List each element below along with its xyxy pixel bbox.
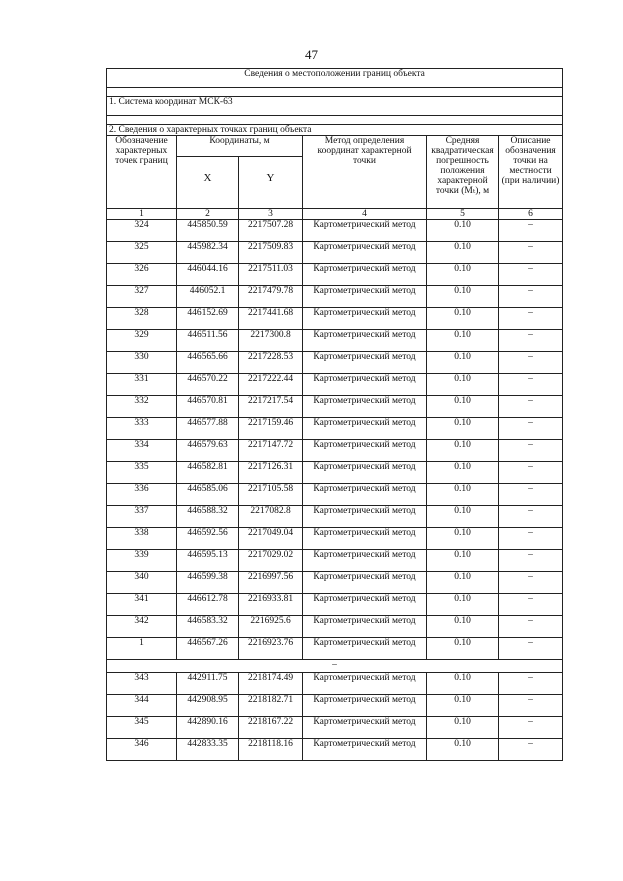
- method: Картометрический метод: [303, 440, 427, 462]
- coordinate-system-row: [107, 97, 563, 116]
- description: –: [499, 673, 563, 695]
- column-number: 4: [303, 209, 427, 220]
- coord-y: 2217126.31: [239, 462, 303, 484]
- table-row: [107, 264, 563, 286]
- header-method: Метод определения координат характерной точки: [303, 136, 427, 209]
- coord-y: 2216923.76: [239, 638, 303, 660]
- point-id: 327: [107, 286, 177, 308]
- table-row: [107, 484, 563, 506]
- gap-row: [107, 116, 563, 125]
- coord-x: 446570.81: [177, 396, 239, 418]
- method: Картометрический метод: [303, 616, 427, 638]
- header-x: X: [177, 157, 239, 209]
- accuracy: 0.10: [427, 717, 499, 739]
- description: –: [499, 616, 563, 638]
- point-id: 337: [107, 506, 177, 528]
- description: –: [499, 594, 563, 616]
- coord-x: 442908.95: [177, 695, 239, 717]
- table-row: [107, 594, 563, 616]
- method: Картометрический метод: [303, 739, 427, 761]
- point-id: 336: [107, 484, 177, 506]
- description: –: [499, 418, 563, 440]
- description: –: [499, 440, 563, 462]
- coord-x: 446052.1: [177, 286, 239, 308]
- coord-y: 2217029.02: [239, 550, 303, 572]
- coord-x: 446579.63: [177, 440, 239, 462]
- coord-x: 445850.59: [177, 220, 239, 242]
- method: Картометрический метод: [303, 308, 427, 330]
- table-row: [107, 739, 563, 761]
- table-row: [107, 717, 563, 739]
- column-numbers-row: [107, 209, 563, 220]
- coord-y: 2217105.58: [239, 484, 303, 506]
- table-row: [107, 506, 563, 528]
- point-id: 334: [107, 440, 177, 462]
- coord-y: 2216933.81: [239, 594, 303, 616]
- coord-y: 2217441.68: [239, 308, 303, 330]
- accuracy: 0.10: [427, 550, 499, 572]
- point-id: 332: [107, 396, 177, 418]
- coord-y: 2217147.72: [239, 440, 303, 462]
- method: Картометрический метод: [303, 264, 427, 286]
- accuracy: 0.10: [427, 242, 499, 264]
- description: –: [499, 695, 563, 717]
- point-id: 329: [107, 330, 177, 352]
- coord-x: 446511.56: [177, 330, 239, 352]
- table-row: [107, 220, 563, 242]
- accuracy: 0.10: [427, 528, 499, 550]
- point-id: 343: [107, 673, 177, 695]
- description: –: [499, 308, 563, 330]
- description: –: [499, 717, 563, 739]
- method: Картометрический метод: [303, 396, 427, 418]
- method: Картометрический метод: [303, 374, 427, 396]
- accuracy: 0.10: [427, 374, 499, 396]
- coord-y: 2218174.49: [239, 673, 303, 695]
- method: Картометрический метод: [303, 695, 427, 717]
- point-id: 333: [107, 418, 177, 440]
- coord-y: 2217217.54: [239, 396, 303, 418]
- point-id: 339: [107, 550, 177, 572]
- coord-x: 446152.69: [177, 308, 239, 330]
- accuracy: 0.10: [427, 594, 499, 616]
- table-row: [107, 638, 563, 660]
- table-row: [107, 462, 563, 484]
- description: –: [499, 242, 563, 264]
- table-row: [107, 330, 563, 352]
- method: Картометрический метод: [303, 286, 427, 308]
- coord-y: 2217159.46: [239, 418, 303, 440]
- coordinate-system-label: 1. Система координат МСК-63: [107, 97, 563, 116]
- coord-y: 2217511.03: [239, 264, 303, 286]
- point-id: 326: [107, 264, 177, 286]
- point-id: 328: [107, 308, 177, 330]
- section2-row: [107, 125, 563, 136]
- coord-y: 2216925.6: [239, 616, 303, 638]
- method: Картометрический метод: [303, 242, 427, 264]
- point-id: 325: [107, 242, 177, 264]
- coord-y: 2218182.71: [239, 695, 303, 717]
- accuracy: 0.10: [427, 396, 499, 418]
- method: Картометрический метод: [303, 462, 427, 484]
- table-row: [107, 352, 563, 374]
- coord-y: 2217479.78: [239, 286, 303, 308]
- table-row: [107, 396, 563, 418]
- accuracy: 0.10: [427, 330, 499, 352]
- coord-x: 446585.06: [177, 484, 239, 506]
- gap-row: [107, 88, 563, 97]
- accuracy: 0.10: [427, 286, 499, 308]
- method: Картометрический метод: [303, 418, 427, 440]
- table-row: [107, 418, 563, 440]
- table-row: [107, 242, 563, 264]
- point-id: 346: [107, 739, 177, 761]
- method: Картометрический метод: [303, 506, 427, 528]
- point-id: 345: [107, 717, 177, 739]
- description: –: [499, 572, 563, 594]
- accuracy: 0.10: [427, 440, 499, 462]
- accuracy: 0.10: [427, 616, 499, 638]
- method: Картометрический метод: [303, 550, 427, 572]
- accuracy: 0.10: [427, 484, 499, 506]
- coord-x: 442890.16: [177, 717, 239, 739]
- header-y: Y: [239, 157, 303, 209]
- coord-x: 446577.88: [177, 418, 239, 440]
- accuracy: 0.10: [427, 695, 499, 717]
- coord-x: 446599.38: [177, 572, 239, 594]
- description: –: [499, 286, 563, 308]
- description: –: [499, 352, 563, 374]
- coord-x: 446612.78: [177, 594, 239, 616]
- coord-x: 446592.56: [177, 528, 239, 550]
- method: Картометрический метод: [303, 220, 427, 242]
- coord-y: 2217082.8: [239, 506, 303, 528]
- method: Картометрический метод: [303, 673, 427, 695]
- accuracy: 0.10: [427, 308, 499, 330]
- coord-x: 446570.22: [177, 374, 239, 396]
- coord-x: 446582.81: [177, 462, 239, 484]
- table-row: [107, 374, 563, 396]
- accuracy: 0.10: [427, 352, 499, 374]
- column-number: 5: [427, 209, 499, 220]
- table-row: [107, 695, 563, 717]
- table-row: [107, 440, 563, 462]
- accuracy: 0.10: [427, 418, 499, 440]
- point-id: 331: [107, 374, 177, 396]
- header-point-designation: Обозначение характерных точек границ: [107, 136, 177, 209]
- table-row: [107, 308, 563, 330]
- accuracy: 0.10: [427, 572, 499, 594]
- coord-x: 446565.66: [177, 352, 239, 374]
- coord-x: 445982.34: [177, 242, 239, 264]
- accuracy: 0.10: [427, 220, 499, 242]
- method: Картометрический метод: [303, 572, 427, 594]
- accuracy: 0.10: [427, 264, 499, 286]
- point-id: 344: [107, 695, 177, 717]
- coord-x: 446567.26: [177, 638, 239, 660]
- method: Картометрический метод: [303, 484, 427, 506]
- description: –: [499, 462, 563, 484]
- column-number: 3: [239, 209, 303, 220]
- point-id: 330: [107, 352, 177, 374]
- column-number: 6: [499, 209, 563, 220]
- coord-x: 446588.32: [177, 506, 239, 528]
- table-title: Сведения о местоположении границ объекта: [107, 69, 563, 88]
- method: Картометрический метод: [303, 352, 427, 374]
- column-number: 1: [107, 209, 177, 220]
- accuracy: 0.10: [427, 739, 499, 761]
- point-id: 340: [107, 572, 177, 594]
- method: Картометрический метод: [303, 528, 427, 550]
- header-accuracy: Средняя квадратическая погрешность положения характерной точки (Mₜ), м: [427, 136, 499, 209]
- accuracy: 0.10: [427, 506, 499, 528]
- description: –: [499, 739, 563, 761]
- table-row: [107, 572, 563, 594]
- point-id: 338: [107, 528, 177, 550]
- description: –: [499, 484, 563, 506]
- boundary-points-table: [106, 68, 563, 761]
- description: –: [499, 330, 563, 352]
- description: –: [499, 638, 563, 660]
- coord-y: 2217228.53: [239, 352, 303, 374]
- accuracy: 0.10: [427, 673, 499, 695]
- point-id: 324: [107, 220, 177, 242]
- description: –: [499, 264, 563, 286]
- point-id: 1: [107, 638, 177, 660]
- coord-y: 2217507.28: [239, 220, 303, 242]
- point-id: 342: [107, 616, 177, 638]
- coord-x: 442911.75: [177, 673, 239, 695]
- method: Картометрический метод: [303, 717, 427, 739]
- point-id: 335: [107, 462, 177, 484]
- header-row: [107, 136, 563, 157]
- coord-y: 2217049.04: [239, 528, 303, 550]
- coord-y: 2216997.56: [239, 572, 303, 594]
- table-row: [107, 550, 563, 572]
- table-row: [107, 673, 563, 695]
- contour-separator-row: [107, 660, 563, 673]
- point-id: 341: [107, 594, 177, 616]
- title-row: [107, 69, 563, 88]
- header-coordinates: Координаты, м: [177, 136, 303, 157]
- coord-x: 446044.16: [177, 264, 239, 286]
- coord-y: 2217300.8: [239, 330, 303, 352]
- method: Картометрический метод: [303, 594, 427, 616]
- coord-x: 442833.35: [177, 739, 239, 761]
- accuracy: 0.10: [427, 462, 499, 484]
- method: Картометрический метод: [303, 330, 427, 352]
- page-number: 47: [305, 47, 318, 62]
- coord-x: 446595.13: [177, 550, 239, 572]
- description: –: [499, 506, 563, 528]
- accuracy: 0.10: [427, 638, 499, 660]
- table-row: [107, 616, 563, 638]
- description: –: [499, 220, 563, 242]
- coord-y: 2218167.22: [239, 717, 303, 739]
- coord-y: 2217222.44: [239, 374, 303, 396]
- contour-separator: –: [107, 660, 563, 673]
- column-number: 2: [177, 209, 239, 220]
- table-row: [107, 528, 563, 550]
- coord-x: 446583.32: [177, 616, 239, 638]
- description: –: [499, 550, 563, 572]
- method: Картометрический метод: [303, 638, 427, 660]
- description: –: [499, 528, 563, 550]
- coord-y: 2217509.83: [239, 242, 303, 264]
- table-row: [107, 286, 563, 308]
- description: –: [499, 396, 563, 418]
- header-description: Описание обозначения точки на местности (при наличии): [499, 136, 563, 209]
- coord-y: 2218118.16: [239, 739, 303, 761]
- points-section-label: 2. Сведения о характерных точках границ объекта: [107, 125, 563, 136]
- description: –: [499, 374, 563, 396]
